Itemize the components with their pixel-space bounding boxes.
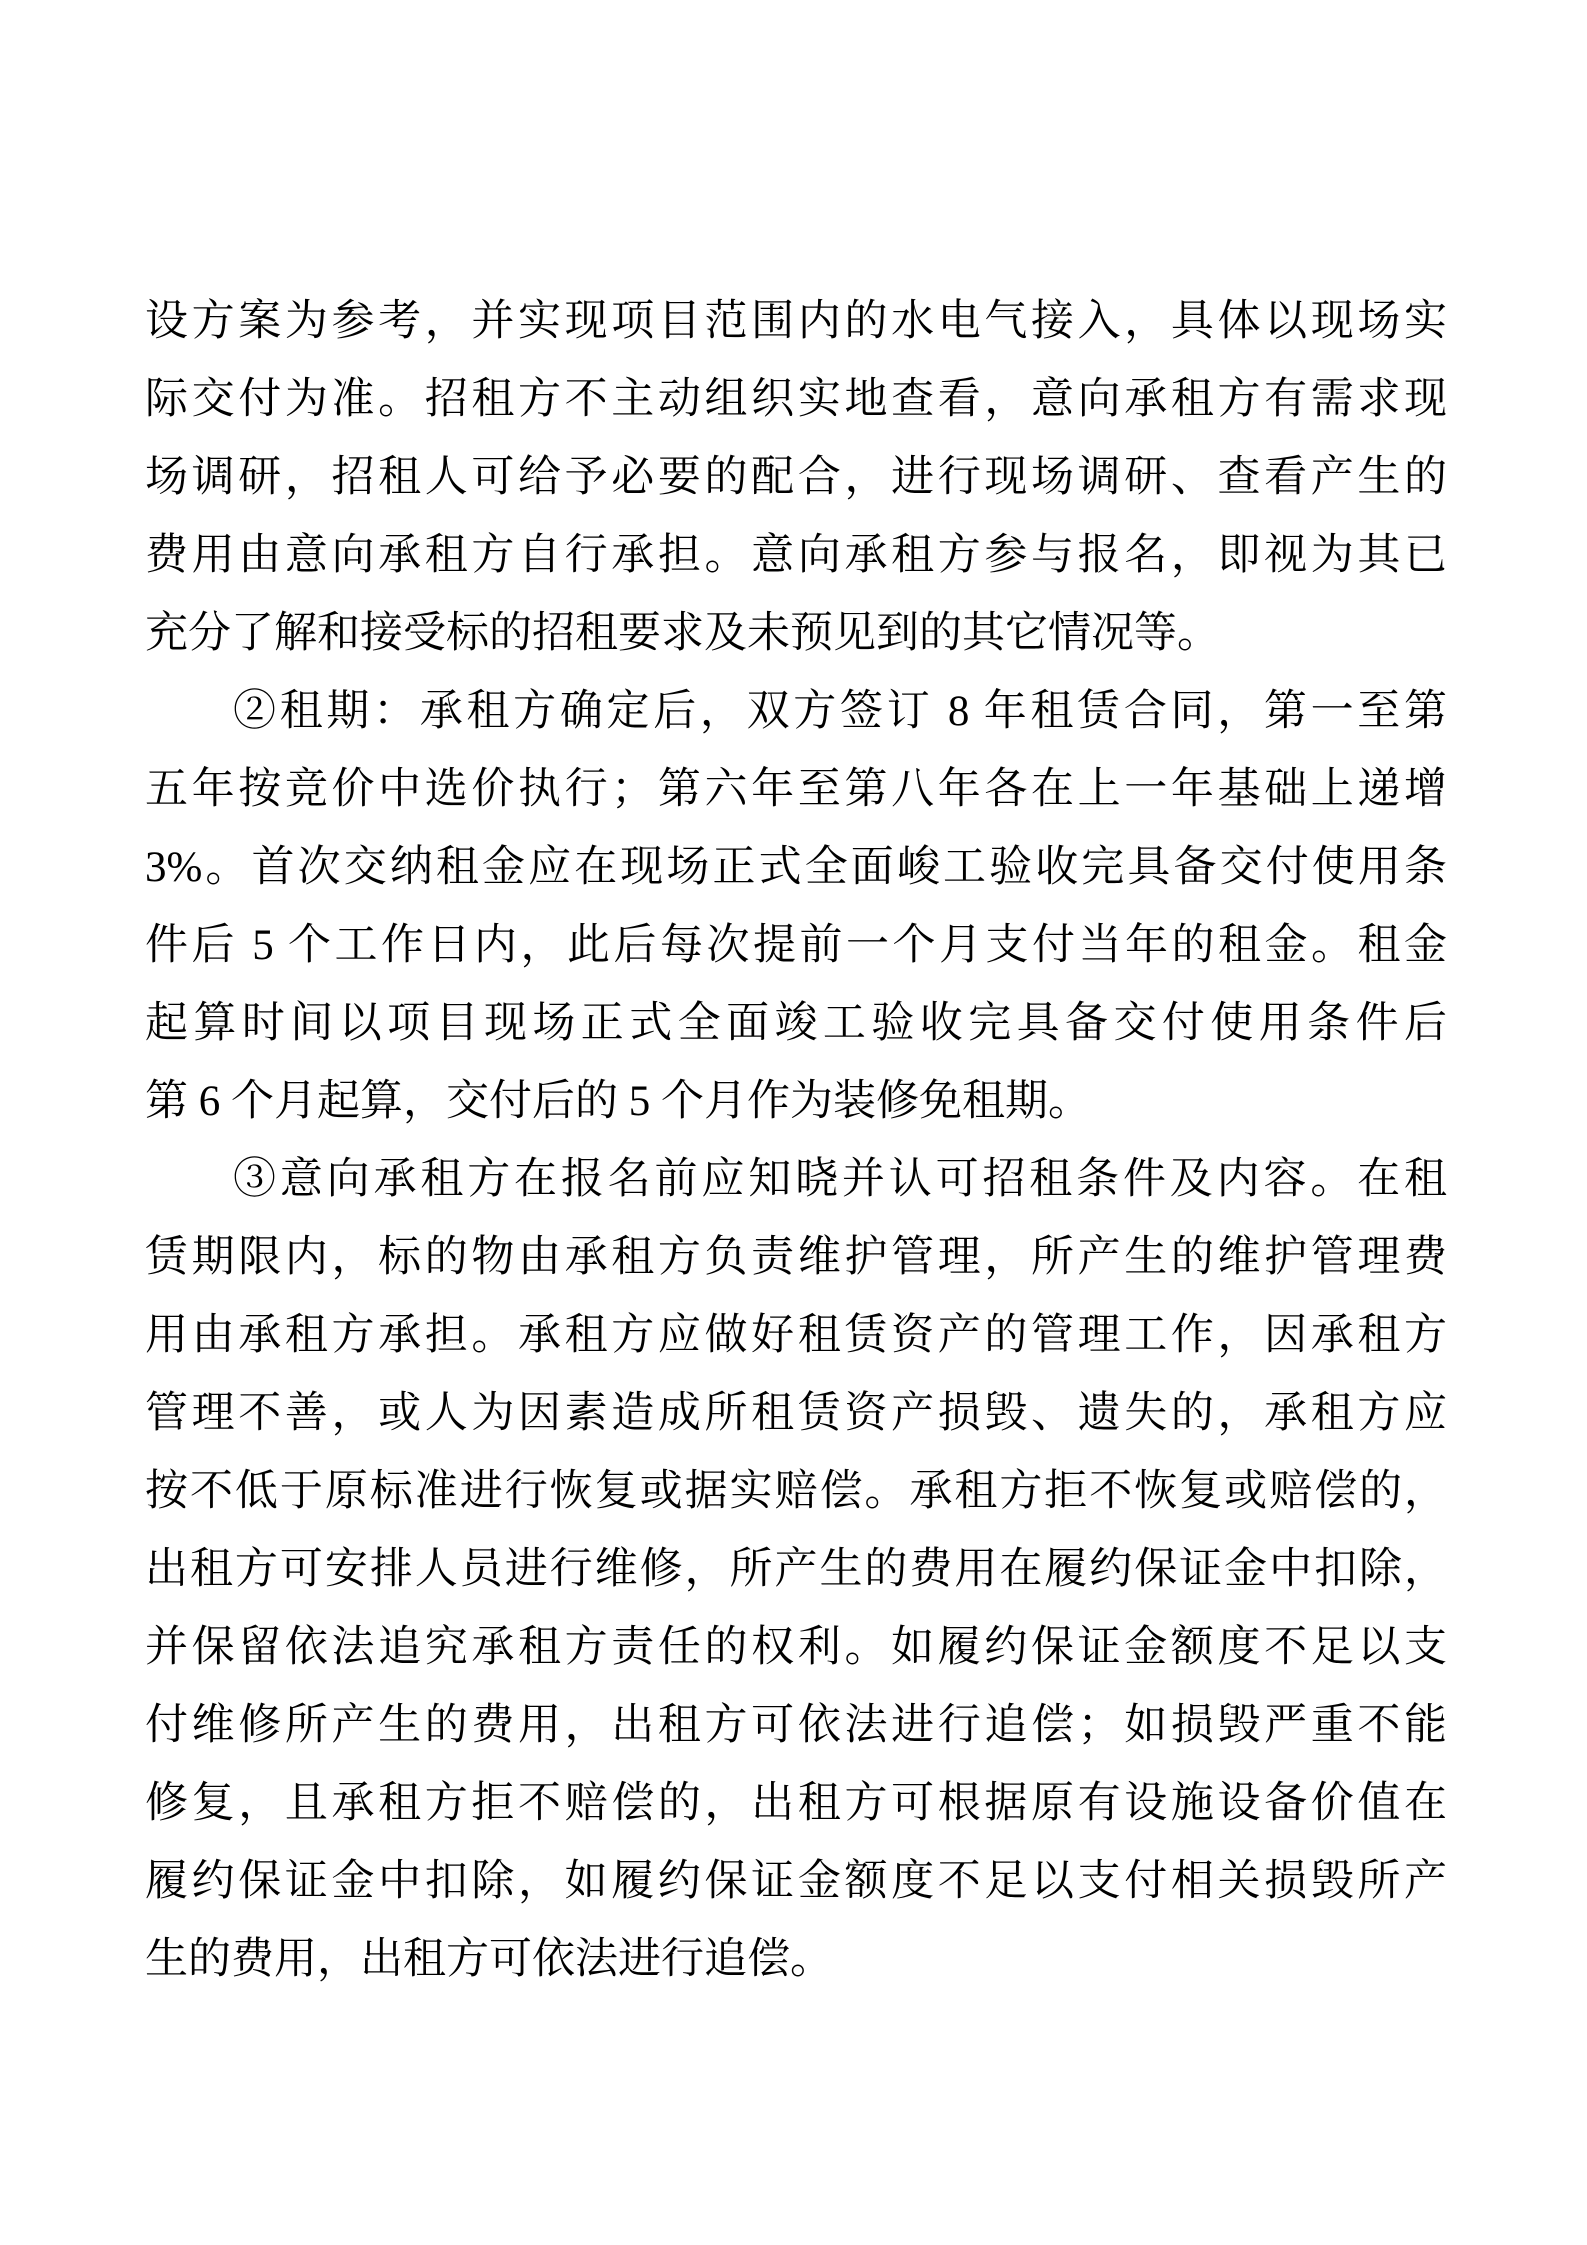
text-line: 3%。首次交纳租金应在现场正式全面峻工验收完具备交付使用条	[145, 844, 1447, 891]
text-line-paragraph-start: ②租期：承租方确定后，双方签订 8 年租赁合同，第一至第	[233, 688, 1447, 735]
text-line: 付维修所产生的费用，出租方可依法进行追偿；如损毁严重不能	[145, 1702, 1447, 1749]
text-line: 件后 5 个工作日内，此后每次提前一个月支付当年的租金。租金	[145, 922, 1447, 969]
text-line: 并保留依法追究承租方责任的权利。如履约保证金额度不足以支	[145, 1624, 1447, 1671]
text-line: 第 6 个月起算，交付后的 5 个月作为装修免租期。	[145, 1078, 1091, 1125]
text-line-paragraph-start: ③意向承租方在报名前应知晓并认可招租条件及内容。在租	[233, 1156, 1447, 1203]
text-line: 起算时间以项目现场正式全面竣工验收完具备交付使用条件后	[145, 1000, 1447, 1047]
text-line: 用由承租方承担。承租方应做好租赁资产的管理工作，因承租方	[145, 1312, 1447, 1359]
text-line: 际交付为准。招租方不主动组织实地查看，意向承租方有需求现	[145, 376, 1447, 423]
text-line: 赁期限内，标的物由承租方负责维护管理，所产生的维护管理费	[145, 1234, 1447, 1281]
text-line: 生的费用，出租方可依法进行追偿。	[145, 1936, 833, 1983]
text-line: 场调研，招租人可给予必要的配合，进行现场调研、查看产生的	[145, 454, 1447, 501]
document-text-block	[145, 283, 1447, 1999]
text-line: 管理不善，或人为因素造成所租赁资产损毁、遗失的，承租方应	[145, 1390, 1447, 1437]
text-line: 充分了解和接受标的招租要求及未预见到的其它情况等。	[145, 610, 1220, 657]
text-line: 履约保证金中扣除，如履约保证金额度不足以支付相关损毁所产	[145, 1858, 1447, 1905]
text-line: 按不低于原标准进行恢复或据实赔偿。承租方拒不恢复或赔偿的，	[145, 1468, 1447, 1515]
text-line: 出租方可安排人员进行维修，所产生的费用在履约保证金中扣除，	[145, 1546, 1447, 1593]
text-line: 费用由意向承租方自行承担。意向承租方参与报名，即视为其已	[145, 532, 1447, 579]
text-line: 设方案为参考，并实现项目范围内的水电气接入，具体以现场实	[145, 298, 1447, 345]
text-line: 五年按竞价中选价执行；第六年至第八年各在上一年基础上递增	[145, 766, 1447, 813]
text-line: 修复，且承租方拒不赔偿的，出租方可根据原有设施设备价值在	[145, 1780, 1447, 1827]
